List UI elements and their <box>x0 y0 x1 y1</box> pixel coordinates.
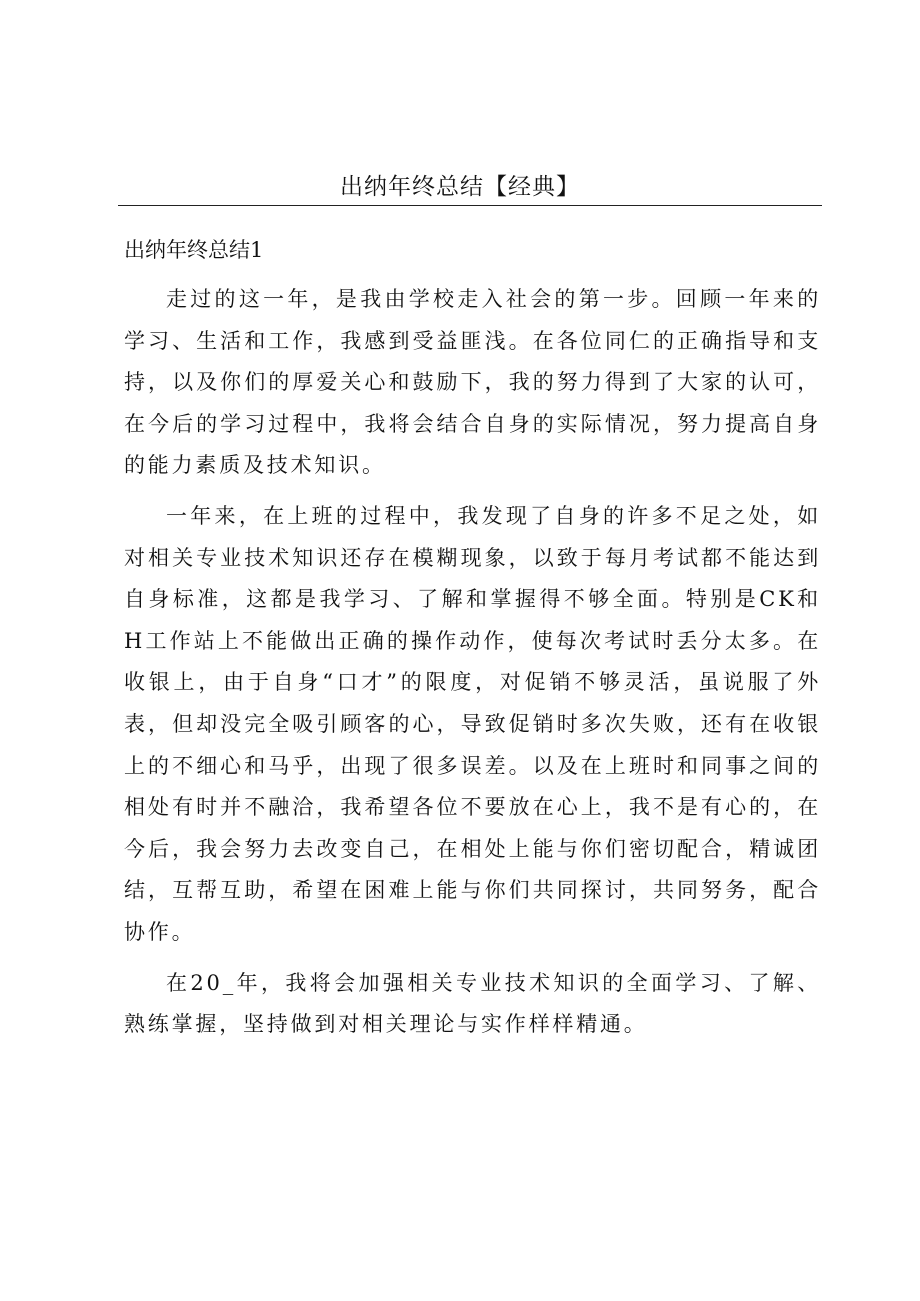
paragraph-1: 走过的这一年，是我由学校走入社会的第一步。回顾一年来的学习、生活和工作，我感到受益匪浅。在各位同仁的正确指导和支持，以及你们的厚爱关心和鼓励下，我的努力得到了大家的认可，在今后的学习过程中，我将会结合自身的实际情况，努力提高自身的能力素质及技术知识。 <box>124 287 821 478</box>
section-heading: 出纳年终总结1 <box>124 238 264 262</box>
title-divider <box>118 205 822 206</box>
paragraph-3: 在20_年，我将会加强相关专业技术知识的全面学习、了解、熟练掌握，坚持做到对相关理论与实作样样精通。 <box>124 970 821 1037</box>
body-text <box>124 279 821 1055</box>
paragraph-2: 一年来，在上班的过程中，我发现了自身的许多不足之处，如对相关专业技术知识还存在模糊现象，以致于每月考试都不能达到自身标准，这都是我学习、了解和掌握得不够全面。特别是CK和H工作站上不能做出正确的操作动作，使每次考试时丢分太多。在收银上，由于自身“口才”的限度，对促销不够灵活，虽说服了外表，但却没完全吸引顾客的心，导致促销时多次失败，还有在收银上的不细心和马乎，出现了很多误差。以及在上班时和同事之间的相处有时并不融洽，我希望各位不要放在心上，我不是有心的，在今后，我会努力去改变自己，在相处上能与你们密切配合，精诚团结，互帮互助，希望在困难上能与你们共同探讨，共同努务，配合协作。 <box>124 503 821 944</box>
document-title: 出纳年终总结【经典】 <box>340 174 580 200</box>
